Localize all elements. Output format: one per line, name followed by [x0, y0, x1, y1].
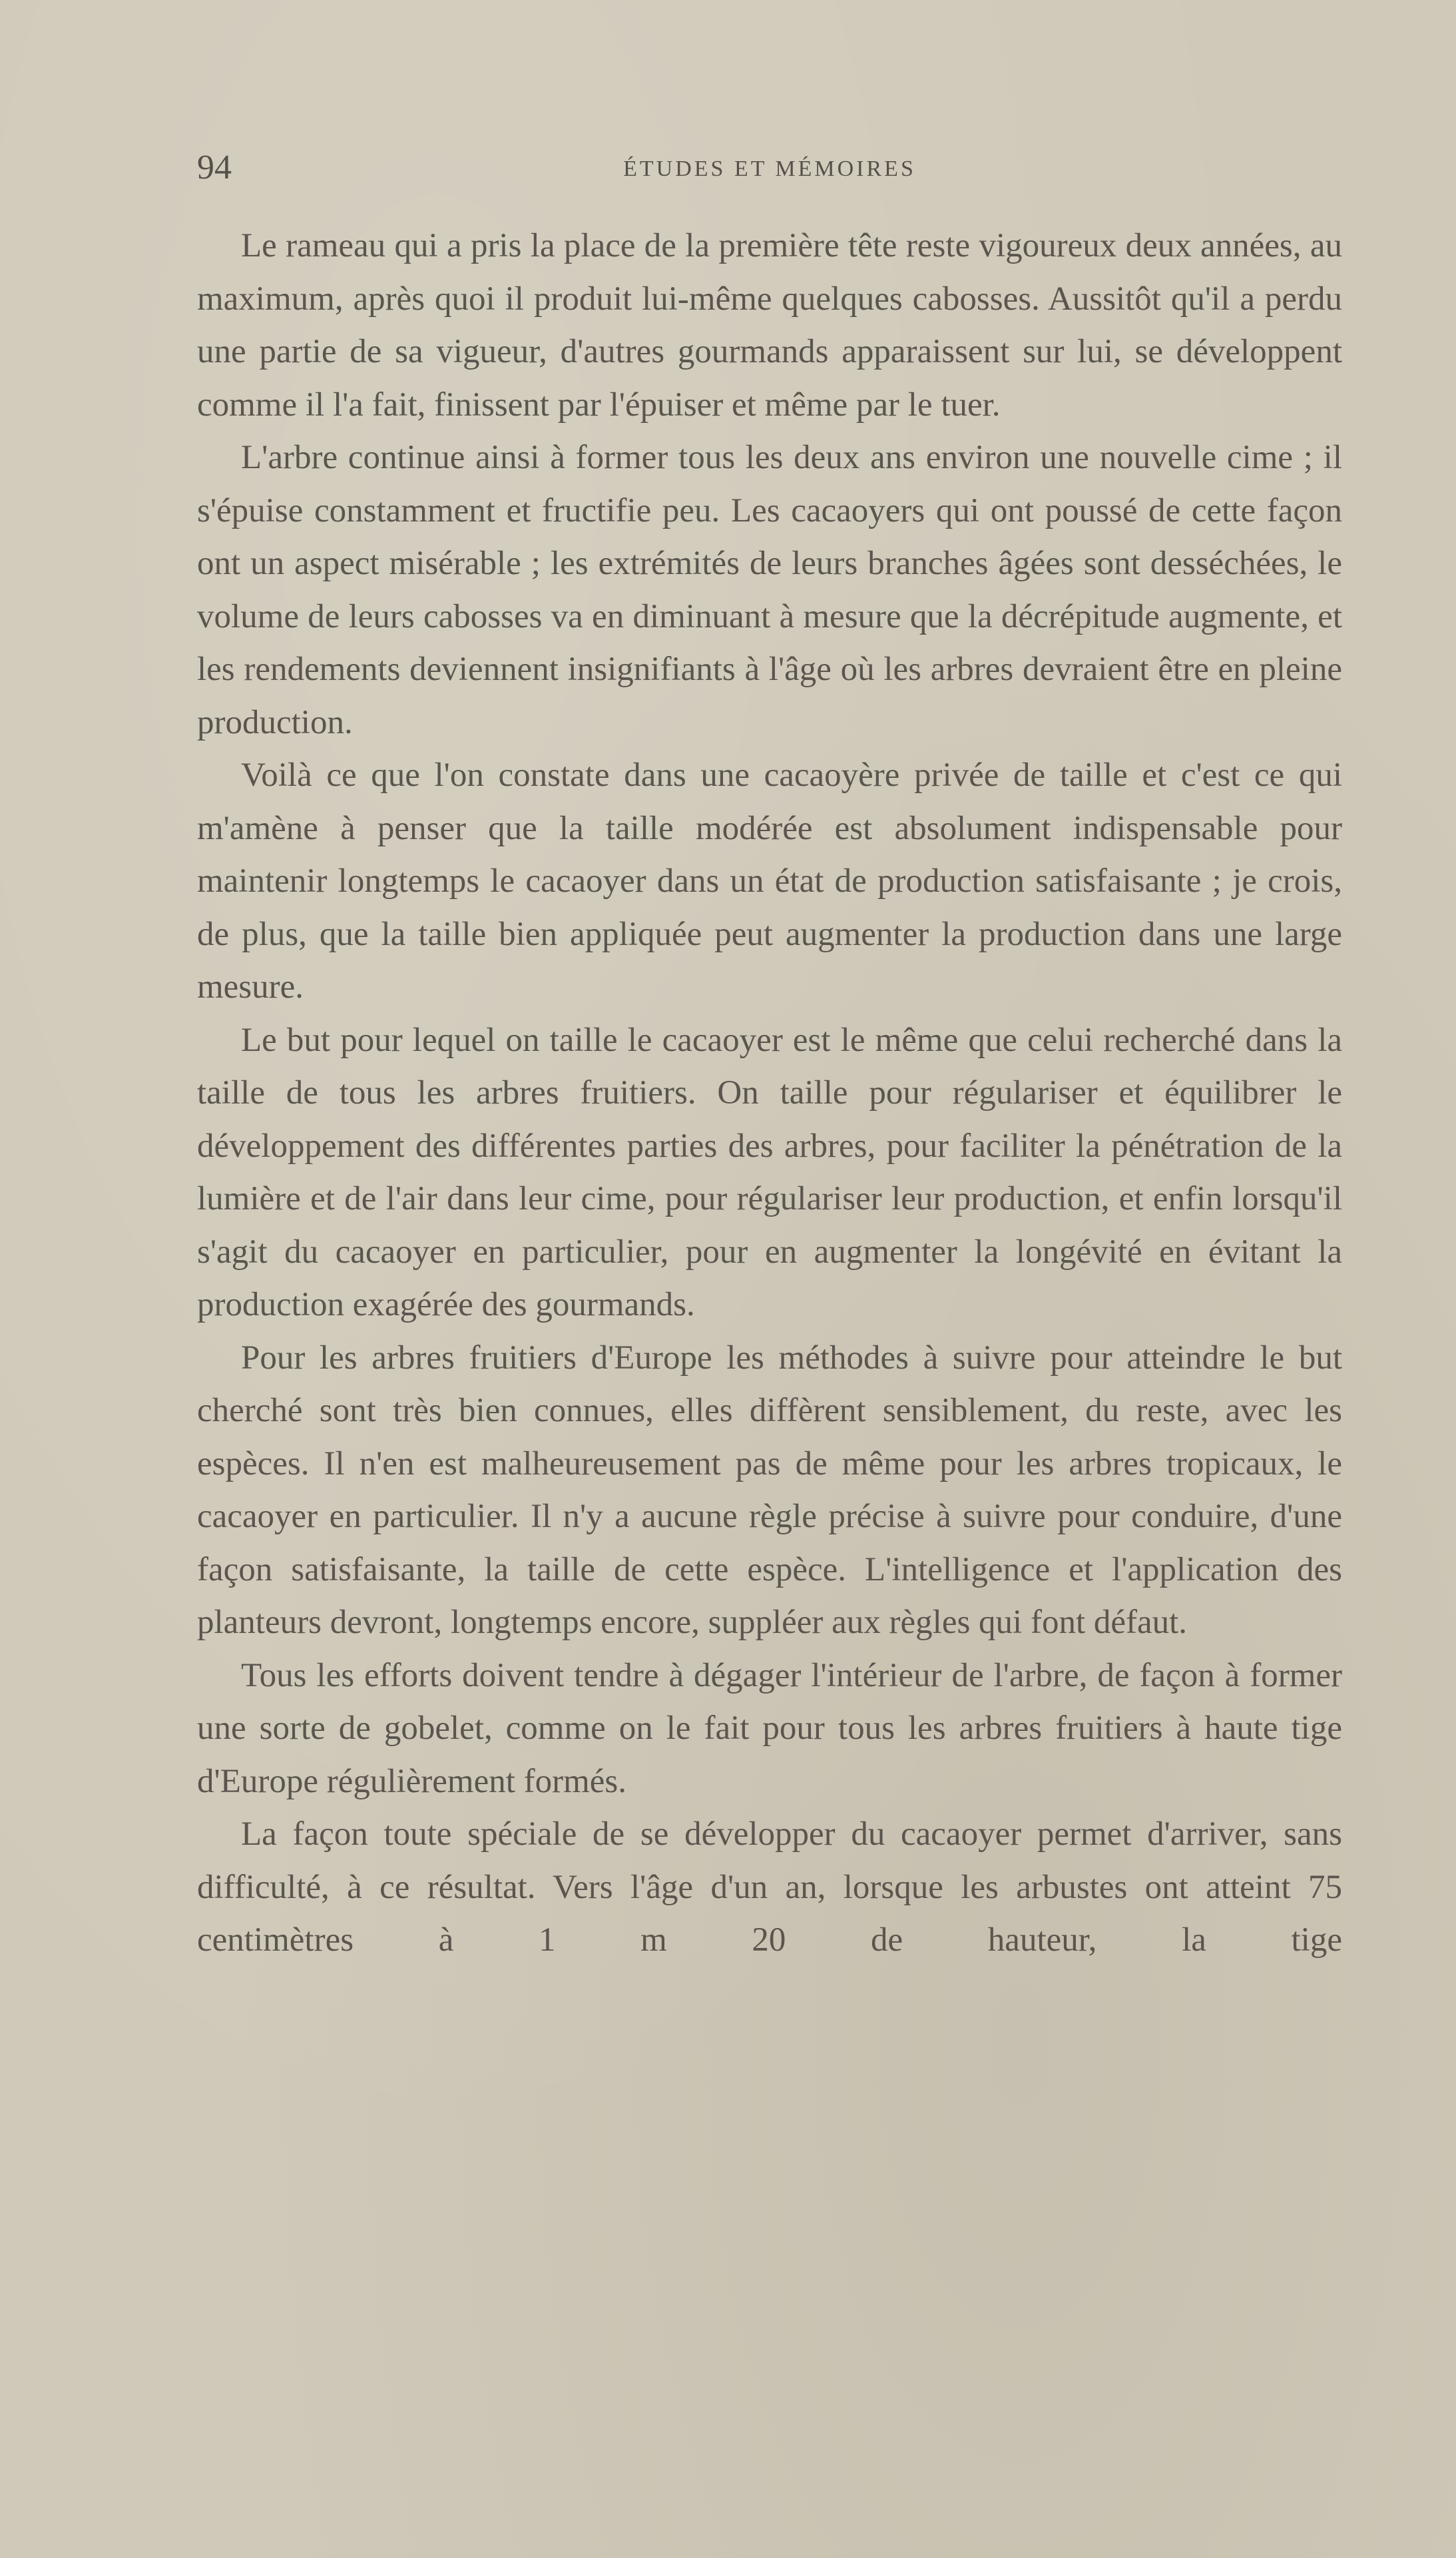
- running-head: ÉTUDES ET MÉMOIRES: [623, 157, 916, 181]
- paragraph: Le but pour lequel on taille le cacaoyer est le même que celui recherché dans la taille de tous les arbres fruitiers. On taille pour régulariser et équilibrer le développement des différentes parties des arbres, pour faciliter la pénétration de la lumière et de l'air dans leur cime, pour régulariser leur production, et enfin lorsqu'il s'agit du cacaoyer en particulier, pour en augmenter la longévité en évitant la production exagérée des gourmands.: [197, 1021, 1342, 1323]
- page-number: 94: [197, 149, 232, 186]
- body-text: [197, 220, 1342, 1967]
- paragraph: Le rameau qui a pris la place de la première tête reste vigoureux deux années, au maximum, après quoi il produit lui-même quelques cabosses. Aussitôt qu'il a perdu une partie de sa vigueur, d'autres gourmands apparaissent sur lui, se développent comme il l'a fait, finissent par l'épuiser et même par le tuer.: [197, 227, 1342, 424]
- paragraph: Voilà ce que l'on constate dans une cacaoyère privée de taille et c'est ce qui m'amène à penser que la taille modérée est absolument indispensable pour maintenir longtemps le cacaoyer dans un état de production satisfaisante ; je crois, de plus, que la taille bien appliquée peut augmenter la production dans une large mesure.: [197, 757, 1342, 1006]
- page-header: [197, 148, 1342, 188]
- paragraph: L'arbre continue ainsi à former tous les deux ans environ une nouvelle cime ; il s'épuise constamment et fructifie peu. Les cacaoyers qui ont poussé de cette façon ont un aspect misérable ; les extrémités de leurs branches âgées sont desséchées, le volume de leurs cabosses va en diminuant à mesure que la décrépitude augmente, et les rendements deviennent insignifiants à l'âge où les arbres devraient être en pleine production.: [197, 439, 1342, 741]
- paragraph: Pour les arbres fruitiers d'Europe les méthodes à suivre pour atteindre le but cherché sont très bien connues, elles diffèrent sensiblement, du reste, avec les espèces. Il n'en est malheureusement pas de même pour les arbres tropicaux, le cacaoyer en particulier. Il n'y a aucune règle précise à suivre pour conduire, d'une façon satisfaisante, la taille de cette espèce. L'intelligence et l'application des planteurs devront, longtemps encore, suppléer aux règles qui font défaut.: [197, 1339, 1342, 1641]
- paragraph: Tous les efforts doivent tendre à dégager l'intérieur de l'arbre, de façon à former une sorte de gobelet, comme on le fait pour tous les arbres fruitiers à haute tige d'Europe régulièrement formés.: [197, 1656, 1342, 1800]
- paragraph: La façon toute spéciale de se développer du cacaoyer permet d'arriver, sans difficulté, à ce résultat. Vers l'âge d'un an, lorsque les arbustes ont atteint 75 centimètres à 1 m 20 de hauteur, la tige: [197, 1815, 1342, 1959]
